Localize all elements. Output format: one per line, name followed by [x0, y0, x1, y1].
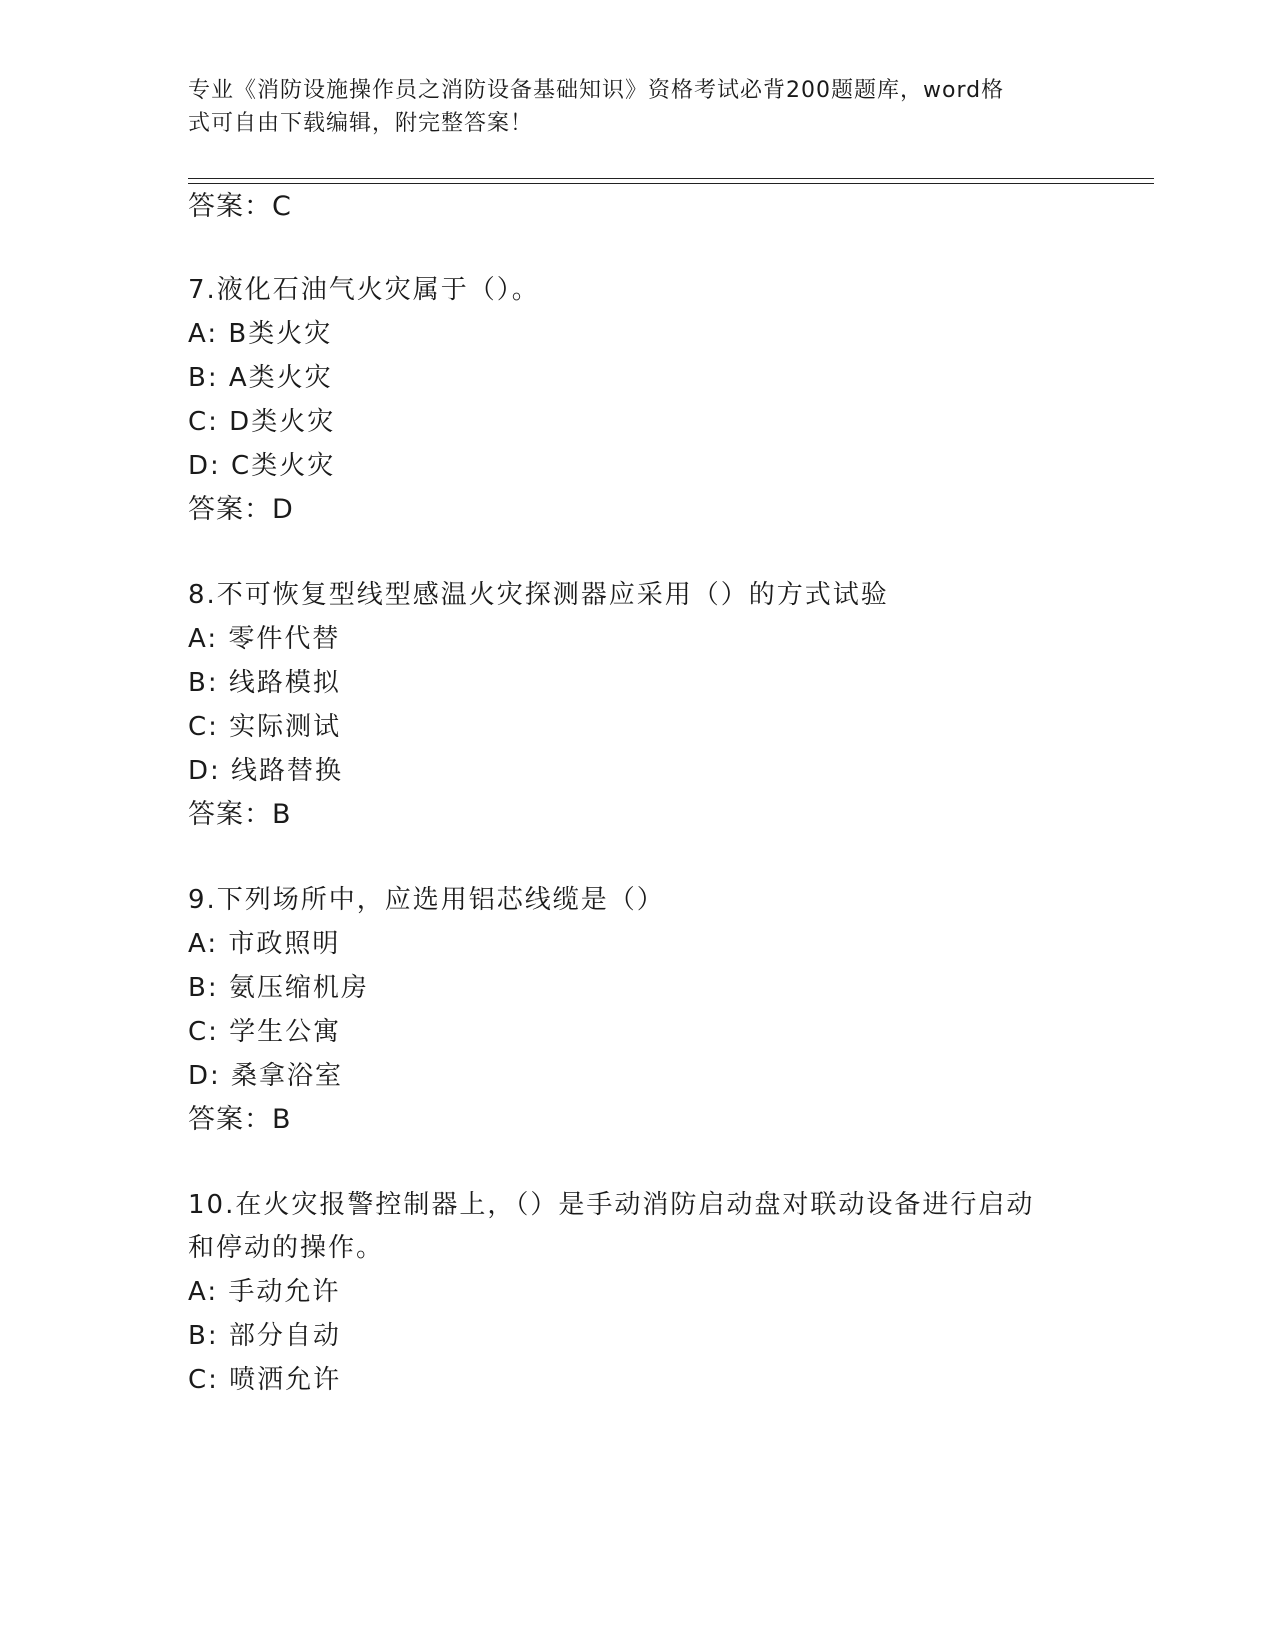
header-divider	[188, 178, 1154, 184]
previous-answer: 答案：C	[188, 191, 292, 222]
question-7-option-a: A: B类火灾	[188, 319, 333, 349]
question-8-answer: 答案：B	[188, 799, 292, 830]
question-10-stem-line-2: 和停动的操作。	[188, 1233, 385, 1263]
question-7-option-c: C: D类火灾	[188, 407, 336, 437]
question-9-option-a: A: 市政照明	[188, 929, 341, 959]
header-line-2: 式可自由下载编辑，附完整答案！	[188, 111, 534, 136]
question-10-stem-line-1: 10.在火灾报警控制器上，（）是手动消防启动盘对联动设备进行启动	[188, 1190, 1035, 1220]
question-10-option-b: B: 部分自动	[188, 1321, 341, 1351]
question-7-stem: 7.液化石油气火灾属于（）。	[188, 275, 540, 305]
question-7-option-d: D: C类火灾	[188, 451, 336, 481]
question-8-option-d: D: 线路替换	[188, 756, 344, 786]
header-line-1: 专业《消防设施操作员之消防设备基础知识》资格考试必背200题题库，word格	[188, 78, 1005, 103]
question-9-option-b: B: 氨压缩机房	[188, 973, 369, 1003]
question-9-stem: 9.下列场所中，应选用铝芯线缆是（）	[188, 885, 665, 915]
question-8-option-b: B: 线路模拟	[188, 668, 341, 698]
question-10-option-a: A: 手动允许	[188, 1277, 341, 1307]
question-8-stem: 8.不可恢复型线型感温火灾探测器应采用（）的方式试验	[188, 580, 889, 610]
question-9-option-d: D: 桑拿浴室	[188, 1061, 344, 1091]
question-9-answer: 答案：B	[188, 1104, 292, 1135]
question-8-option-a: A: 零件代替	[188, 624, 341, 654]
question-9-option-c: C: 学生公寓	[188, 1017, 342, 1047]
question-7-option-b: B: A类火灾	[188, 363, 333, 393]
question-7-answer: 答案：D	[188, 494, 294, 525]
question-8-option-c: C: 实际测试	[188, 712, 342, 742]
page-header	[188, 74, 1068, 140]
question-10-option-c: C: 喷洒允许	[188, 1365, 342, 1395]
